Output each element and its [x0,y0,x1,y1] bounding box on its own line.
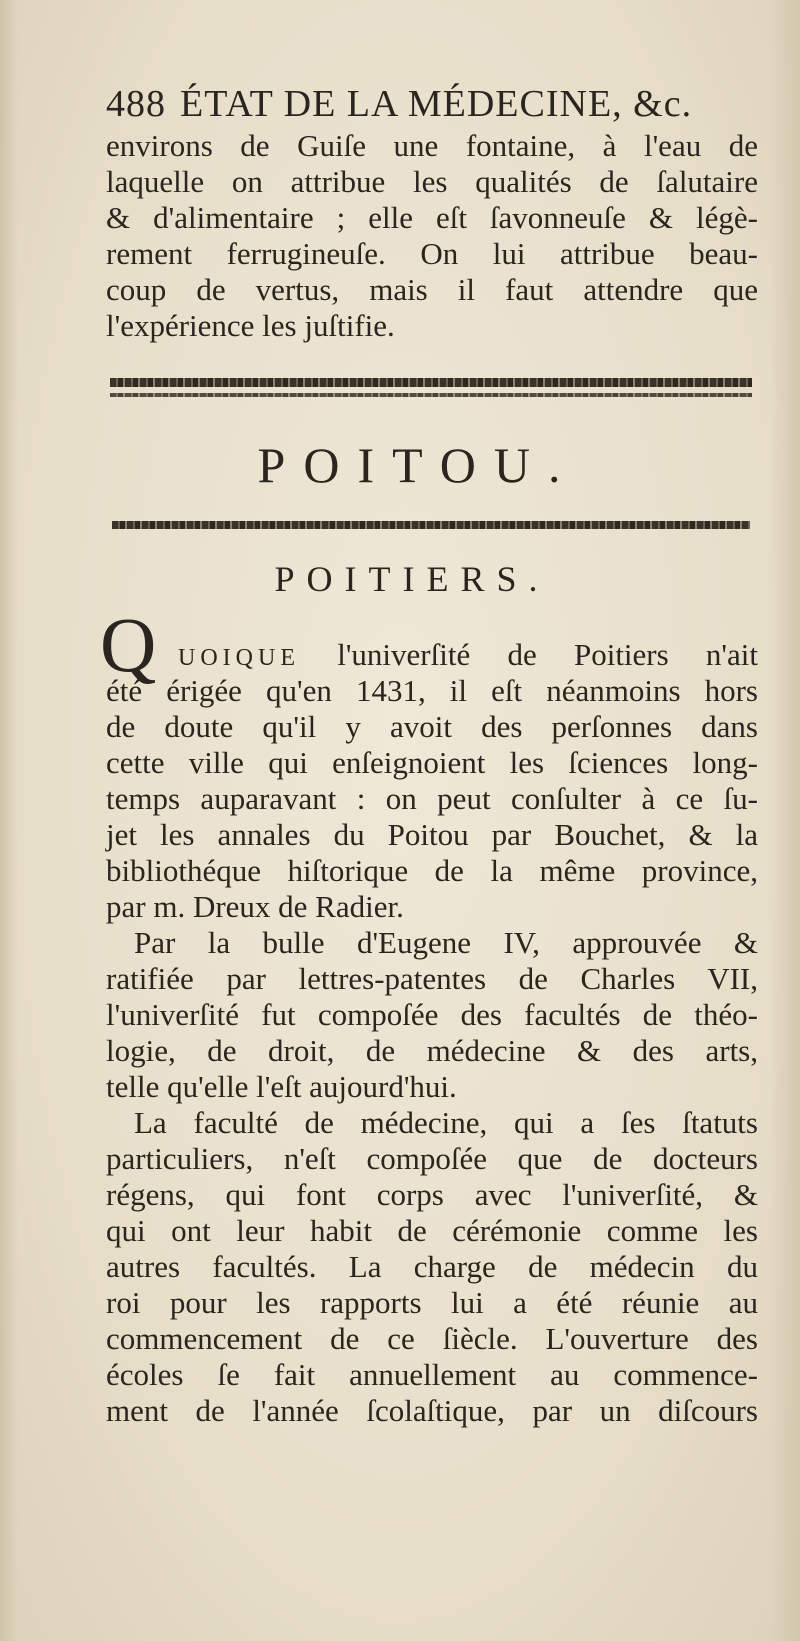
text-line: roi pour les rapports lui a été réunie au [106,1285,758,1320]
text-line: cette ville qui enſeignoient les ſciences long- [106,745,758,780]
text-line-first [178,637,758,673]
text-line: l'univerſité fut compoſée des facultés de théo- [106,997,758,1032]
text-line: écoles ſe fait annuellement au commence- [106,1357,758,1392]
text-line: autres facultés. La charge de médecin du [106,1249,758,1284]
text-line: par m. Dreux de Radier. [106,889,404,924]
section-title: POITOU. [257,437,579,493]
text-line: rement ferrugineuſe. On lui attribue beau- [106,236,758,271]
text-line: bibliothéque hiſtorique de la même province, [106,853,758,888]
page-edge-shadow-right [770,0,800,1641]
text-line: ment de l'année ſcolaſtique, par un diſcours [106,1393,758,1428]
subsection-title: POITIERS. [274,559,550,599]
text-line: environs de Guiſe une fontaine, à l'eau de [106,128,758,163]
running-head [106,82,692,126]
text-line: coup de vertus, mais il faut attendre que [106,272,758,307]
text-line: commencement de ce ſiècle. L'ouverture des [106,1321,758,1356]
ornamental-rule [110,393,752,397]
text-line: de doute qu'il y avoit des perſonnes dans [106,709,758,744]
text-line: laquelle on attribue les qualités de ſalutaire [106,164,758,199]
text-line: qui ont leur habit de cérémonie comme les [106,1213,758,1248]
text-line: l'expérience les juſtifie. [106,308,395,343]
running-head-title: ÉTAT DE LA MÉDECINE, &c. [180,83,693,125]
page-edge-shadow-left [0,0,18,1641]
drop-cap: Q [100,601,157,688]
text-line: jet les annales du Poitou par Bouchet, & la [106,817,758,852]
text-line: & d'alimentaire ; elle eſt ſavonneuſe & légè- [106,200,758,235]
ornamental-rule [112,521,750,529]
text-line: particuliers, n'eſt compoſée que de docteurs [106,1141,758,1176]
text-line: ratifiée par lettres-patentes de Charles VII, [106,961,758,996]
text-line: La faculté de médecine, qui a ſes ſtatuts [134,1105,758,1140]
smallcaps-word: UOIQUE [178,645,300,671]
page-number: 488 [106,83,166,125]
text-line: logie, de droit, de médecine & des arts, [106,1033,758,1068]
ornamental-rule [110,378,752,387]
text-line: été érigée qu'en 1431, il eſt néanmoins hors [106,673,758,708]
text-fragment: l'univerſité de Poitiers n'ait [337,637,759,672]
text-line: Par la bulle d'Eugene IV, approuvée & [134,925,758,960]
text-line: régens, qui font corps avec l'univerſité, & [106,1177,758,1212]
text-line: temps auparavant : on peut conſulter à ce ſu- [106,781,758,816]
text-line: telle qu'elle l'eſt aujourd'hui. [106,1069,457,1104]
